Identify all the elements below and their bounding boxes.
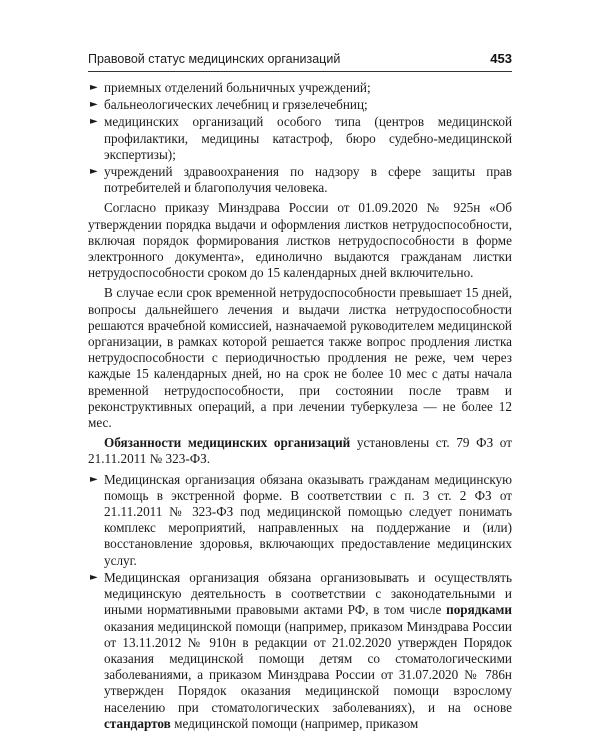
bullet-icon: ►	[90, 82, 98, 93]
paragraph-order-925n: Согласно приказу Минздрава России от 01.09.2020 № 925н «Об утверждении порядка выдачи и оформления листков нетрудоспособности, включая порядок формирования листков нетрудоспособности в форме электронного документа», единолично выдаются гражданам листки нетрудоспособности сроком до 15 календарных дней включительно.	[88, 200, 512, 281]
body-text	[88, 80, 512, 736]
bullet-icon: ►	[90, 571, 98, 583]
obligations-list	[88, 472, 512, 732]
page-number: 453	[490, 51, 512, 66]
bullet-icon: ►	[90, 473, 98, 485]
bullet-icon: ►	[90, 116, 98, 128]
list-item: ► учреждений здравоохранения по надзору в сфере защиты прав потребителей и благополучия человека.	[90, 164, 512, 196]
paragraph-obligations: Обязанности медицинских организаций установлены ст. 79 ФЗ от 21.11.2011 № 323-ФЗ.	[88, 435, 512, 467]
list-item: ► медицинских организаций особого типа (центров медицинской профилактики, медицины катастроф, бюро судебно-медицинской экспертизы);	[90, 114, 512, 162]
list-item: ► Медицинская организация обязана оказывать гражданам медицинскую помощь в экстренной форме. В соответствии с п. 3 ст. 2 ФЗ от 21.11.2011 № 323-ФЗ под медицинской помощью следует понимать комплекс мероприятий, направленных на поддержание и (или) восстановление здоровья, включающих предоставление медицинских услуг.	[90, 471, 512, 568]
facility-list	[88, 80, 512, 196]
header-rule	[88, 71, 512, 72]
bullet-icon: ►	[90, 166, 98, 178]
list-item: ► приемных отделений больничных учреждений;	[90, 80, 371, 95]
obligations-heading: Обязанности медицинских организаций	[104, 435, 351, 451]
running-head	[88, 51, 512, 66]
paragraph-extension: В случае если срок временной нетрудоспособности превышает 15 дней, вопросы дальнейшего лечения и выдачи листка нетрудоспособности решаются врачебной комиссией, назначаемой руководителем медицинской организации, в рамках которой решается также вопрос продления листка нетрудоспособности с периодичностью продления не реже, чем через каждые 15 календарных дней, но на срок не более 10 мес с даты начала временной нетрудоспособности, при состоянии после травм и реконструктивных операций, а при лечении туберкулеза — не более 12 мес.	[88, 285, 512, 431]
list-item: ► Медицинская организация обязана организовывать и осуществлять медицинскую деятельность в соответствии с законодательными и иными нормативными правовыми актами РФ, в том числе порядками оказания медицинской помощи (например, приказом Минздрава России от 13.11.2012 № 910н в редакции от 21.02.2020 утвержден Порядок оказания медицинской помощи детям со стоматологическими заболеваниями, а приказом Минздрава России от 31.07.2020 № 786н утвержден Порядок оказания медицинской помощи взрослому населению при стоматологических заболеваниях), и на основе стандартов медицинской помощи (например, приказом	[90, 569, 512, 731]
running-title: Правовой статус медицинских организаций	[88, 52, 341, 66]
bullet-icon: ►	[90, 99, 98, 111]
list-item: ► бальнеологических лечебниц и грязелечебниц;	[90, 97, 368, 113]
